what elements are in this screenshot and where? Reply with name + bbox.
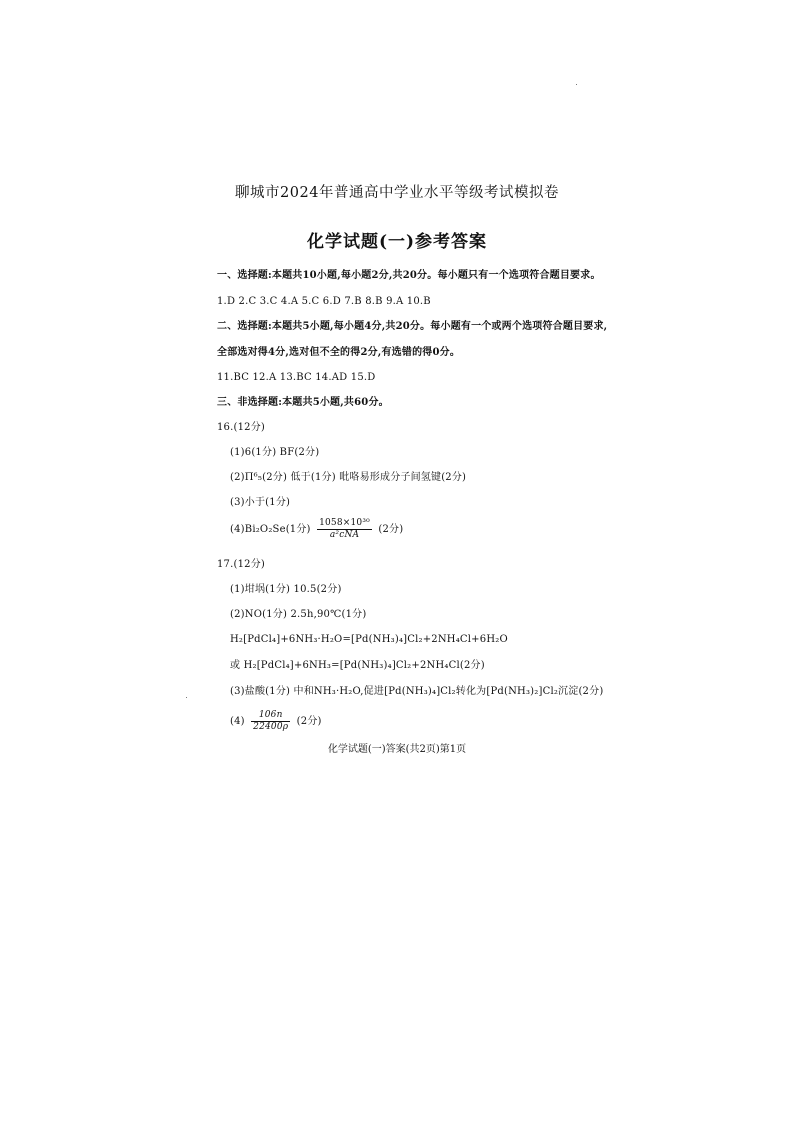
q16-part4-score: (2分)	[378, 524, 404, 535]
answer-key-title: 化学试题(一)参考答案	[306, 232, 488, 252]
q17-part3: (3)盐酸(1分) 中和NH₃·H₂O,促进[Pd(NH₃)₄]Cl₂转化为[Pd(NH₃)₂]Cl₂沉淀(2分)	[230, 686, 604, 697]
section2-heading-line1: 二、选择题:本题共5小题,每小题4分,共20分。每小题有一个或两个选项符合题目要求,	[217, 321, 608, 332]
q16-part2: (2)Π⁶₅(2分) 低于(1分) 吡咯易形成分子间氢键(2分)	[230, 472, 467, 483]
q17-fraction-denominator: 22400ρ	[253, 722, 289, 732]
q17-part1: (1)坩埚(1分) 10.5(2分)	[230, 584, 342, 595]
q17-equation2: 或 H₂[PdCl₄]+6NH₃=[Pd(NH₃)₄]Cl₂+2NH₄Cl(2分)	[230, 660, 485, 671]
section2-answers: 11.BC 12.A 13.BC 14.AD 15.D	[217, 372, 376, 383]
q16-fraction-denominator: a²cNA	[329, 530, 360, 540]
page-footer: 化学试题(一)答案(共2页)第1页	[327, 744, 467, 755]
q17-equation1: H₂[PdCl₄]+6NH₃·H₂O=[Pd(NH₃)₄]Cl₂+2NH₄Cl+6H₂O	[230, 634, 508, 645]
q16-density-fraction	[317, 518, 372, 541]
q17-part4-prefix: (4)	[230, 716, 245, 727]
section1-heading: 一、选择题:本题共10小题,每小题2分,共20分。每小题只有一个选项符合题目要求。	[217, 270, 601, 281]
q17-part4-score: (2分)	[296, 716, 322, 727]
q17-part2: (2)NO(1分) 2.5h,90℃(1分)	[230, 609, 367, 620]
q17-label: 17.(12分)	[217, 559, 266, 570]
section2-heading-line2: 全部选对得4分,选对但不全的得2分,有选错的得0分。	[217, 347, 461, 358]
section3-heading: 三、非选择题:本题共5小题,共60分。	[217, 397, 389, 408]
q16-label: 16.(12分)	[217, 422, 266, 433]
q17-part4	[230, 710, 322, 733]
scan-speck	[186, 697, 187, 698]
q16-fraction-numerator: 1058×10³⁰	[319, 518, 370, 528]
q16-part1: (1)6(1分) BF(2分)	[230, 447, 320, 458]
exam-title: 聊城市2024年普通高中学业水平等级考试模拟卷	[235, 185, 559, 201]
q16-part4	[230, 518, 403, 541]
q17-fraction-numerator: 106n	[251, 710, 290, 722]
scan-speck	[576, 84, 577, 85]
q16-part3: (3)小于(1分)	[230, 497, 291, 508]
q16-part4-formula: (4)Bi₂O₂Se(1分)	[230, 524, 311, 535]
q17-volume-fraction	[251, 710, 290, 733]
section1-answers: 1.D 2.C 3.C 4.A 5.C 6.D 7.B 8.B 9.A 10.B	[217, 296, 431, 307]
